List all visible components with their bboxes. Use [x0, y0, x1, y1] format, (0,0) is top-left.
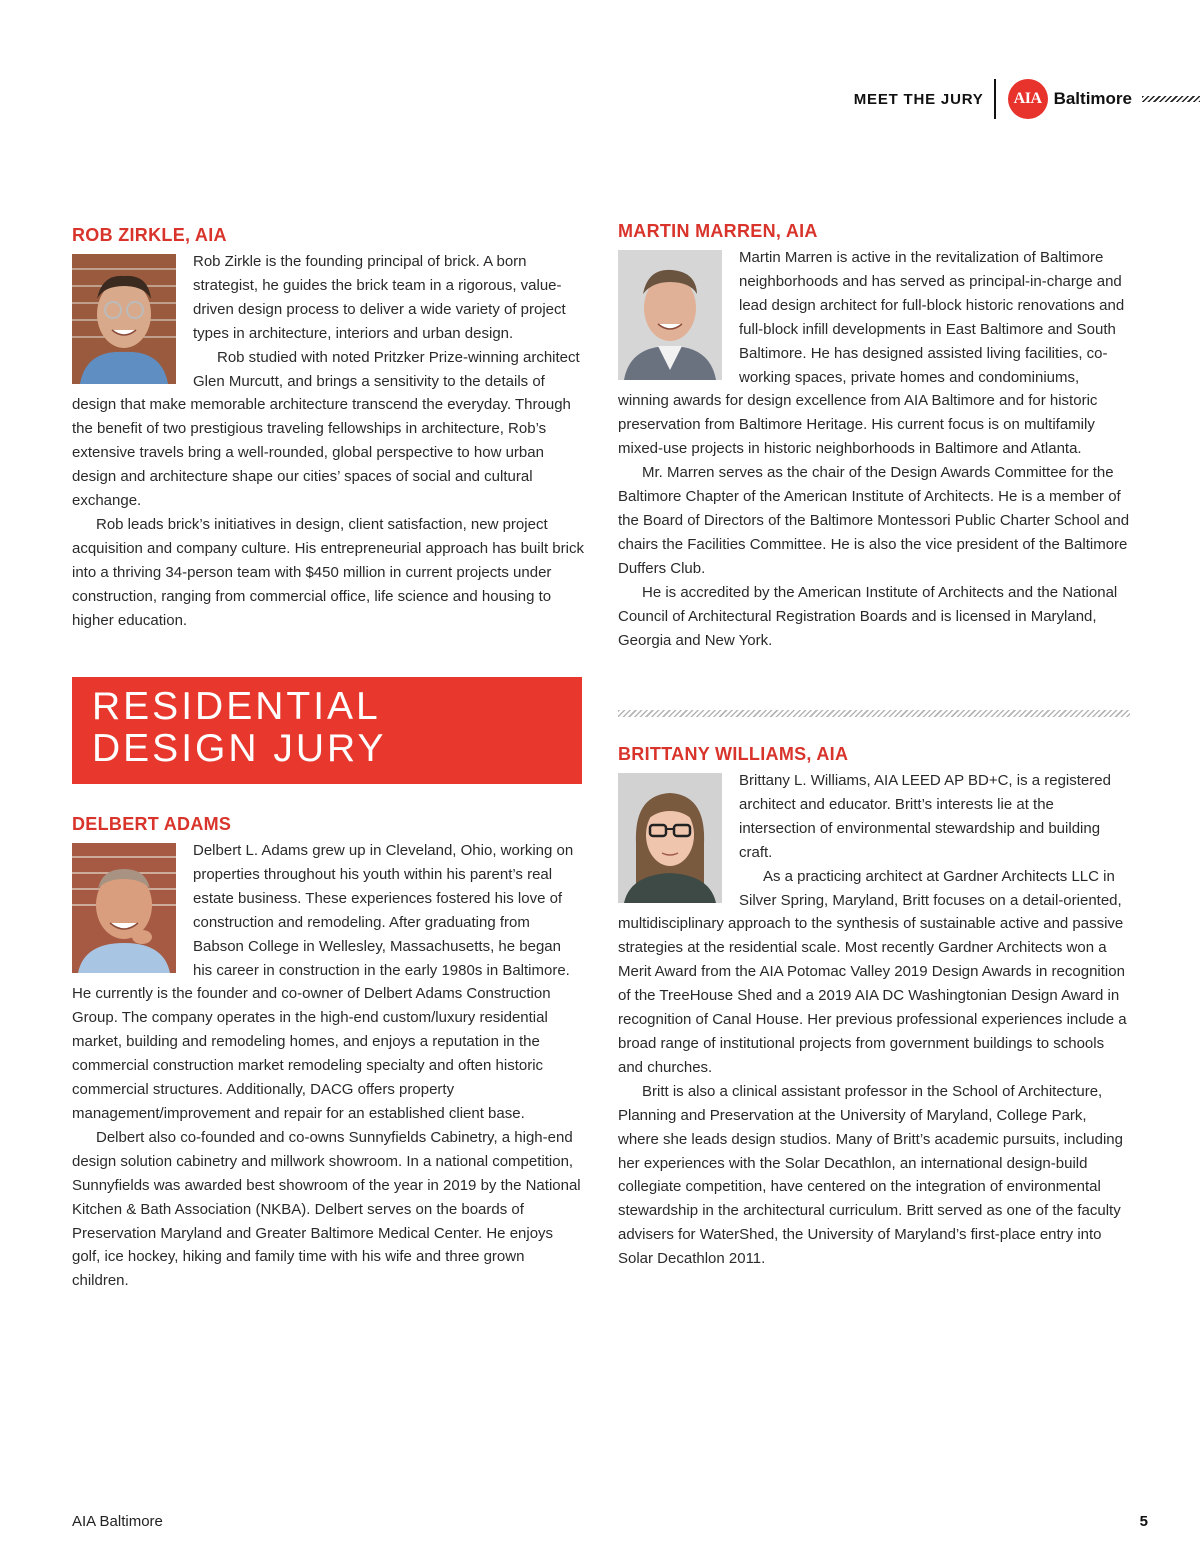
juror-delbert-adams	[72, 814, 584, 1293]
bio-paragraph: Rob leads brick’s initiatives in design, client satisfaction, new project acquisition and company culture. His entrepreneurial approach has built brick into a thriving 34-person team with $450 million in current projects under construction, ranging from commercial office, life science and housing to higher education.	[72, 515, 584, 629]
page-number: 5	[1139, 1513, 1148, 1530]
footer-publication: AIA Baltimore	[72, 1513, 163, 1530]
banner-line-1: RESIDENTIAL	[92, 685, 381, 728]
juror-photo	[72, 843, 176, 973]
juror-bio	[618, 769, 1130, 1271]
logo-name: Baltimore	[1053, 89, 1132, 108]
aia-logo-icon: AIA	[1008, 79, 1048, 119]
bio-paragraph: Rob Zirkle is the founding principal of brick. A born strategist, he guides the brick team in a rigorous, value-driven design process to deliver a wide variety of project types in architecture, interiors and urban design.	[193, 253, 566, 342]
juror-name: BRITTANY WILLIAMS, AIA	[618, 744, 849, 764]
section-label: MEET THE JURY	[853, 90, 984, 108]
juror-photo	[618, 773, 722, 903]
hatched-divider	[618, 710, 1130, 717]
bio-paragraph: Delbert also co-founded and co-owns Sunnyfields Cabinetry, a high-end design solution cabinetry and millwork showroom. In a national competition, Sunnyfields was awarded best showroom of the year in 2019 by the National Kitchen & Bath Association (NKBA). Delbert serves on the boards of Preservation Maryland and Greater Baltimore Medical Center. He enjoys golf, ice hockey, hiking and family time with his wife and three grown children.	[72, 1128, 581, 1290]
bio-paragraph: He is accredited by the American Institute of Architects and the National Council of Architectural Registration Boards and is licensed in Maryland, Georgia and New York.	[618, 583, 1118, 649]
juror-martin-marren	[618, 221, 1130, 652]
juror-bio	[72, 839, 584, 1293]
juror-name: DELBERT ADAMS	[72, 814, 232, 834]
bio-paragraph: Britt is also a clinical assistant professor in the School of Architecture, Planning and Preservation at the University of Maryland, College Park, where she leads design studios. Many of Britt’s academic pursuits, including her experiences with the Solar Decathlon, an international design-build collegiate competition, have centered on the integration of environmental stewardship in the architectural curriculum. Britt served as one of the faculty advisers for WaterShed, the University of Maryland’s first-place entry into Solar Decathlon 2011.	[618, 1082, 1123, 1268]
juror-photo	[72, 254, 176, 384]
bio-paragraph: As a practicing architect at Gardner Architects LLC in Silver Spring, Maryland, Britt focuses on a detail-oriented, multidisciplinary approach to the synthesis of sustainable active and passive strategies at the residential scale. Most recently Gardner Architects won a Merit Award from the AIA Potomac Valley 2019 Design Awards in recognition of the TreeHouse Shed and a 2019 AIA DC Washingtonian Design Award in recognition of Canal House. Her previous professional experiences include a broad range of institutional projects from government buildings to schools and churches.	[618, 867, 1127, 1076]
residential-design-jury-banner	[72, 677, 582, 784]
bio-paragraph: Martin Marren is active in the revitalization of Baltimore neighborhoods and has served as principal-in-charge and lead design architect for full-block historic renovations and full-block infill developments in East Baltimore and South Baltimore. He has designed assisted living facilities, co-working spaces, private homes and condominiums, winning awards for design excellence from AIA Baltimore and for historic preservation from Baltimore Heritage. His current focus is on multifamily mixed-use projects in historic neighborhoods in Baltimore and Atlanta.	[618, 249, 1125, 458]
juror-brittany-williams	[618, 744, 1130, 1271]
banner-line-2: DESIGN JURY	[92, 727, 387, 770]
bio-paragraph: Mr. Marren serves as the chair of the Design Awards Committee for the Baltimore Chapter of the American Institute of Architects. He is a member of the Board of Directors of the Baltimore Montessori Public Charter School and chairs the Facilities Committee. He is also the vice president of the Baltimore Duffers Club.	[618, 464, 1130, 577]
juror-bio	[618, 246, 1130, 652]
bio-paragraph: Rob studied with noted Pritzker Prize-winning architect Glen Murcutt, and brings a sensitivity to the details of design that make memorable architecture transcend the everyday. Through the benefit of two prestigious traveling fellowships in architecture, Rob’s extensive travels bring a well-rounded, global perspective to how urban design and architecture shape our cities’ spaces of social and cultural exchange.	[72, 348, 580, 510]
juror-name: MARTIN MARREN, AIA	[618, 221, 818, 241]
juror-rob-zirkle	[72, 225, 584, 633]
hatch-decoration	[1142, 96, 1200, 102]
juror-name: ROB ZIRKLE, AIA	[72, 225, 227, 245]
bio-paragraph: Delbert L. Adams grew up in Cleveland, Ohio, working on properties throughout his youth within his parent’s real estate business. These experiences fostered his love of construction and remodeling. After graduating from Babson College in Wellesley, Massachusetts, he began his career in construction in the early 1980s in Baltimore. He currently is the founder and co-owner of Delbert Adams Construction Group. The company operates in the high-end custom/luxury residential market, building and remodeling homes, and enjoys a reputation in the commercial construction market remodeling specialty and often historic commercial structures. Additionally, DACG offers property management/improvement and repair for an established client base.	[72, 842, 574, 1122]
juror-bio	[72, 250, 584, 633]
header-divider	[994, 79, 996, 119]
bio-paragraph: Brittany L. Williams, AIA LEED AP BD+C, is a registered architect and educator. Britt’s interests lie at the intersection of environmental stewardship and building craft.	[739, 772, 1111, 861]
juror-photo	[618, 250, 722, 380]
page-header	[854, 78, 1200, 120]
